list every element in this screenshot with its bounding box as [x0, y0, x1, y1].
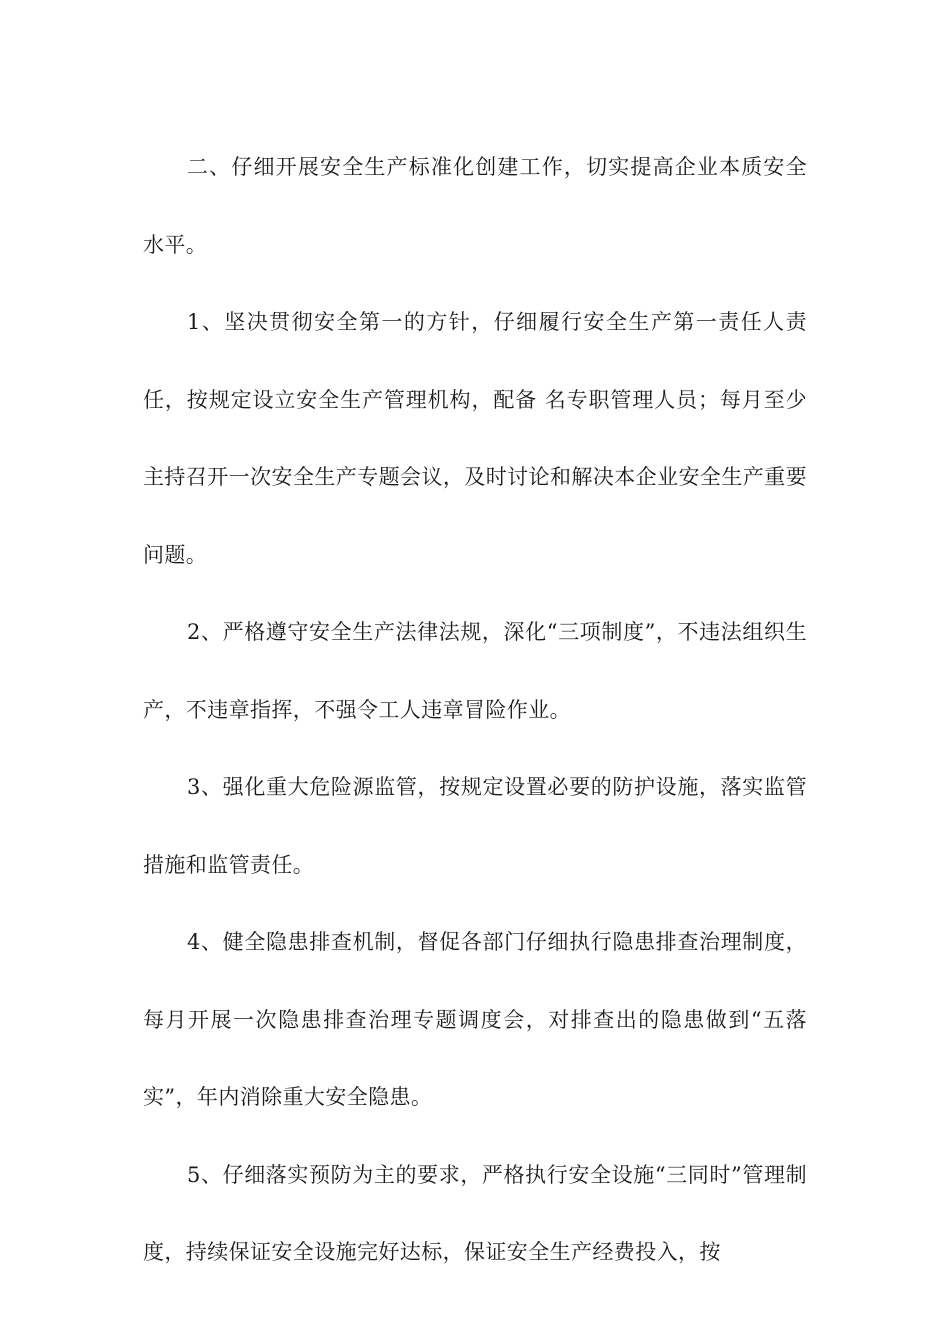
paragraph-item-3: 3、强化重大危险源监管，按规定设置必要的防护设施，落实监管措施和监管责任。: [143, 775, 807, 877]
paragraph-item-4: 4、健全隐患排查机制，督促各部门仔细执行隐患排查治理制度，每月开展一次隐患排查治理专题调度会，对排查出的隐患做到“五落实”，年内消除重大安全隐患。: [143, 930, 807, 1109]
paragraph-item-2: 2、严格遵守安全生产法律法规，深化“三项制度”，不违法组织生产，不违章指挥，不强令工人违章冒险作业。: [143, 620, 807, 722]
paragraph-item-5: 5、仔细落实预防为主的要求，严格执行安全设施“三同时”管理制度，持续保证安全设施完好达标，保证安全生产经费投入，按: [143, 1162, 807, 1264]
paragraph-item-1: 1、坚决贯彻安全第一的方针，仔细履行安全生产第一责任人责任，按规定设立安全生产管理机构，配备 名专职管理人员；每月至少主持召开一次安全生产专题会议，及时讨论和解决本企业安全生产重要问题。: [143, 310, 807, 567]
document-body: [143, 129, 807, 1292]
section-heading-2: 二、仔细开展安全生产标准化创建工作，切实提高企业本质安全水平。: [143, 155, 807, 257]
